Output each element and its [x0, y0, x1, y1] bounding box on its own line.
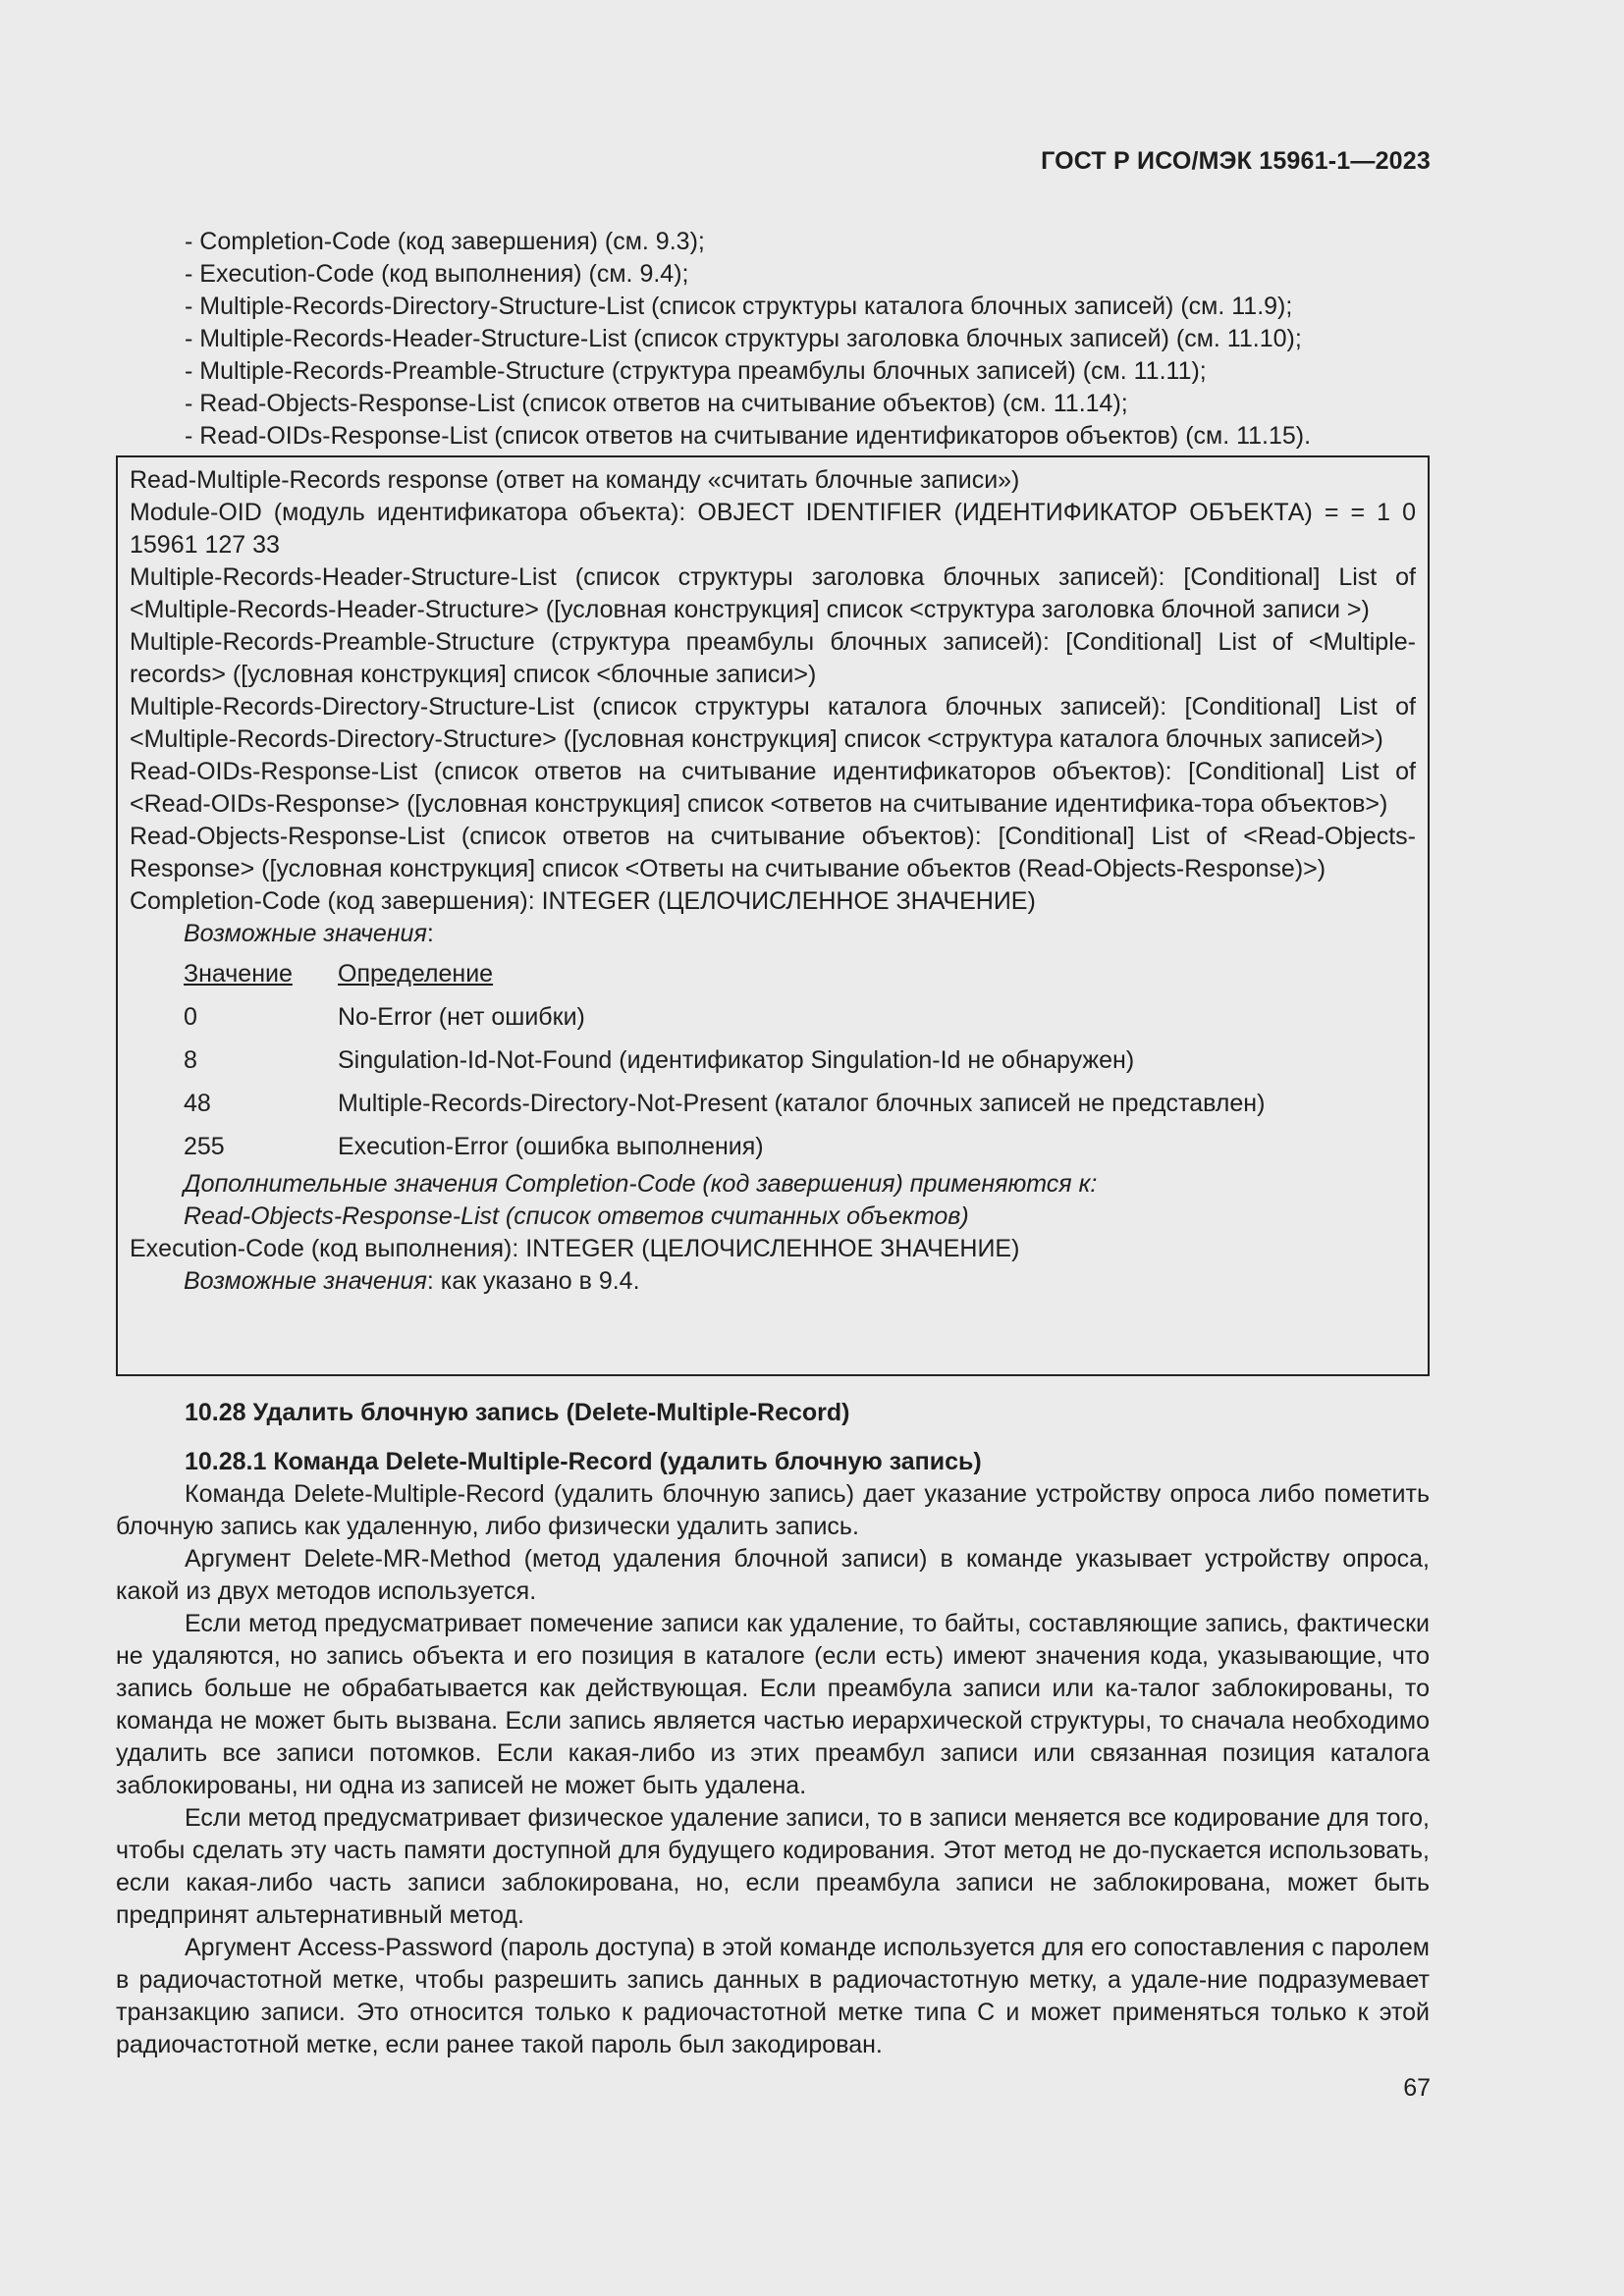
col-definition-header: Определение [338, 959, 494, 988]
document-header: ГОСТ Р ИСО/МЭК 15961-1—2023 [1041, 147, 1431, 175]
list-item: - Multiple-Records-Directory-Structure-List (список структуры каталога блочных записей) (см. 11.9); [185, 293, 1293, 320]
row-definition: Multiple-Records-Directory-Not-Present (каталог блочных записей не представлен) [338, 1089, 1266, 1117]
possible-values-label: Возможные значения: [184, 920, 434, 947]
response-definition-box [116, 455, 1430, 1376]
paragraph: Аргумент Access-Password (пароль доступа) в этой команде используется для его сопоставления с паролем в радиочастотной метке, чтобы разрешить запись данных в радиочастотную метку, а удале-ние подразумевает транзакцию записи. Это относится только к радиочастотной метке типа C и может применяться только к этой радиочастотной метке, если ранее такой пароль был закодирован. [116, 1934, 1430, 2058]
objects-response-list: Read-Objects-Response-List (список ответов на считывание объектов): [Conditional] List of <Read-Objects-Response> ([условная конструкция] список <Ответы на считывание объектов (Read-Objects-Response)>) [130, 823, 1416, 882]
additional-values-note: Дополнительные значения Completion-Code (код завершения) применяются к: [184, 1170, 1098, 1198]
subsection-heading: 10.28.1 Команда Delete-Multiple-Record (удалить блочную запись) [185, 1448, 982, 1475]
box-title: Read-Multiple-Records response (ответ на команду «считать блочные записи») [130, 466, 1020, 494]
paragraph: Команда Delete-Multiple-Record (удалить блочную запись) дает указание устройству опроса либо пометить блочную запись как удаленную, либо физически удалить запись. [116, 1480, 1430, 1540]
row-value: 0 [184, 1002, 197, 1031]
row-definition: No-Error (нет ошибки) [338, 1002, 585, 1031]
completion-code: Completion-Code (код завершения): INTEGER (ЦЕЛОЧИСЛЕННОЕ ЗНАЧЕНИЕ) [130, 887, 1036, 915]
module-oid: Module-OID (модуль идентификатора объекта): OBJECT IDENTIFIER (ИДЕНТИФИКАТОР ОБЪЕКТА) = = 1 0 15961 127 33 [130, 499, 1416, 559]
table-row [184, 1039, 1416, 1082]
table-row [184, 995, 1416, 1039]
list-item: - Multiple-Records-Header-Structure-List (список структуры заголовка блочных записей) (см. 11.10); [185, 325, 1302, 352]
row-definition: Singulation-Id-Not-Found (идентификатор Singulation-Id не обнаружен) [338, 1045, 1135, 1074]
row-value: 48 [184, 1089, 211, 1117]
additional-values-target: Read-Objects-Response-List (список ответов считанных объектов) [184, 1202, 969, 1230]
list-item: - Execution-Code (код выполнения) (см. 9.4); [185, 260, 689, 288]
intro-list [185, 226, 1451, 453]
completion-code-table [184, 952, 1416, 1168]
paragraph: Аргумент Delete-MR-Method (метод удаления блочной записи) в команде указывает устройству опроса, какой из двух методов используется. [116, 1545, 1430, 1605]
table-row [184, 1082, 1416, 1125]
preamble-structure: Multiple-Records-Preamble-Structure (структура преамбулы блочных записей): [Conditional] List of <Multiple-records> ([условная конструкция] список <блочные записи>) [130, 628, 1416, 688]
list-item: - Multiple-Records-Preamble-Structure (структура преамбулы блочных записей) (см. 11.11); [185, 357, 1207, 385]
row-definition: Execution-Error (ошибка выполнения) [338, 1132, 764, 1160]
section-10-28-1 [116, 1446, 1430, 2061]
section-10-28 [116, 1397, 1430, 1429]
directory-structure-list: Multiple-Records-Directory-Structure-List (список структуры каталога блочных записей): [Conditional] List of <Multiple-Records-Directory-Structure> ([условная конструкция] список <структура каталога блочных записей>) [130, 693, 1416, 753]
row-value: 8 [184, 1045, 197, 1074]
section-heading: 10.28 Удалить блочную запись (Delete-Multiple-Record) [185, 1399, 850, 1426]
paragraph: Если метод предусматривает помечение записи как удаление, то байты, составляющие запись, фактически не удаляются, но запись объекта и его позиция в каталоге (если есть) имеют значения кода, указывающие, что запись больше не обрабатывается как действующая. Если преамбула записи или ка-талог заблокированы, то команда не может быть вызвана. Если запись является частью иерархической структуры, то сначала необходимо удалить все записи потомков. Если какая-либо из этих преамбул записи или связанная позиция каталога заблокированы, ни одна из записей не может быть удалена. [116, 1610, 1430, 1799]
list-item: - Completion-Code (код завершения) (см. 9.3); [185, 228, 705, 255]
oids-response-list: Read-OIDs-Response-List (список ответов на считывание идентификаторов объектов): [Conditional] List of <Read-OIDs-Response> ([условная конструкция] список <ответов на считывание идентифика-тора объектов>) [130, 758, 1416, 818]
list-item: - Read-OIDs-Response-List (список ответов на считывание идентификаторов объектов) (см. 11.15). [185, 422, 1312, 450]
table-header-row [184, 952, 1416, 995]
row-value: 255 [184, 1132, 225, 1160]
table-row [184, 1125, 1416, 1168]
col-value-header: Значение [184, 959, 293, 988]
page-number: 67 [1403, 2074, 1431, 2102]
paragraph: Если метод предусматривает физическое удаление записи, то в записи меняется все кодирование для того, чтобы сделать эту часть памяти доступной для будущего кодирования. Этот метод не до-пускается использовать, если какая-либо часть записи заблокирована, но, если преамбула записи не заблокирована, может быть предпринят альтернативный метод. [116, 1804, 1430, 1929]
list-item: - Read-Objects-Response-List (список ответов на считывание объектов) (см. 11.14); [185, 390, 1128, 417]
header-structure-list: Multiple-Records-Header-Structure-List (список структуры заголовка блочных записей): [Conditional] List of <Multiple-Records-Header-Structure> ([условная конструкция] список <структура заголовка блочной записи >) [130, 563, 1416, 623]
execution-code: Execution-Code (код выполнения): INTEGER (ЦЕЛОЧИСЛЕННОЕ ЗНАЧЕНИЕ) [130, 1235, 1020, 1262]
possible-values-2: Возможные значения: как указано в 9.4. [184, 1267, 640, 1295]
